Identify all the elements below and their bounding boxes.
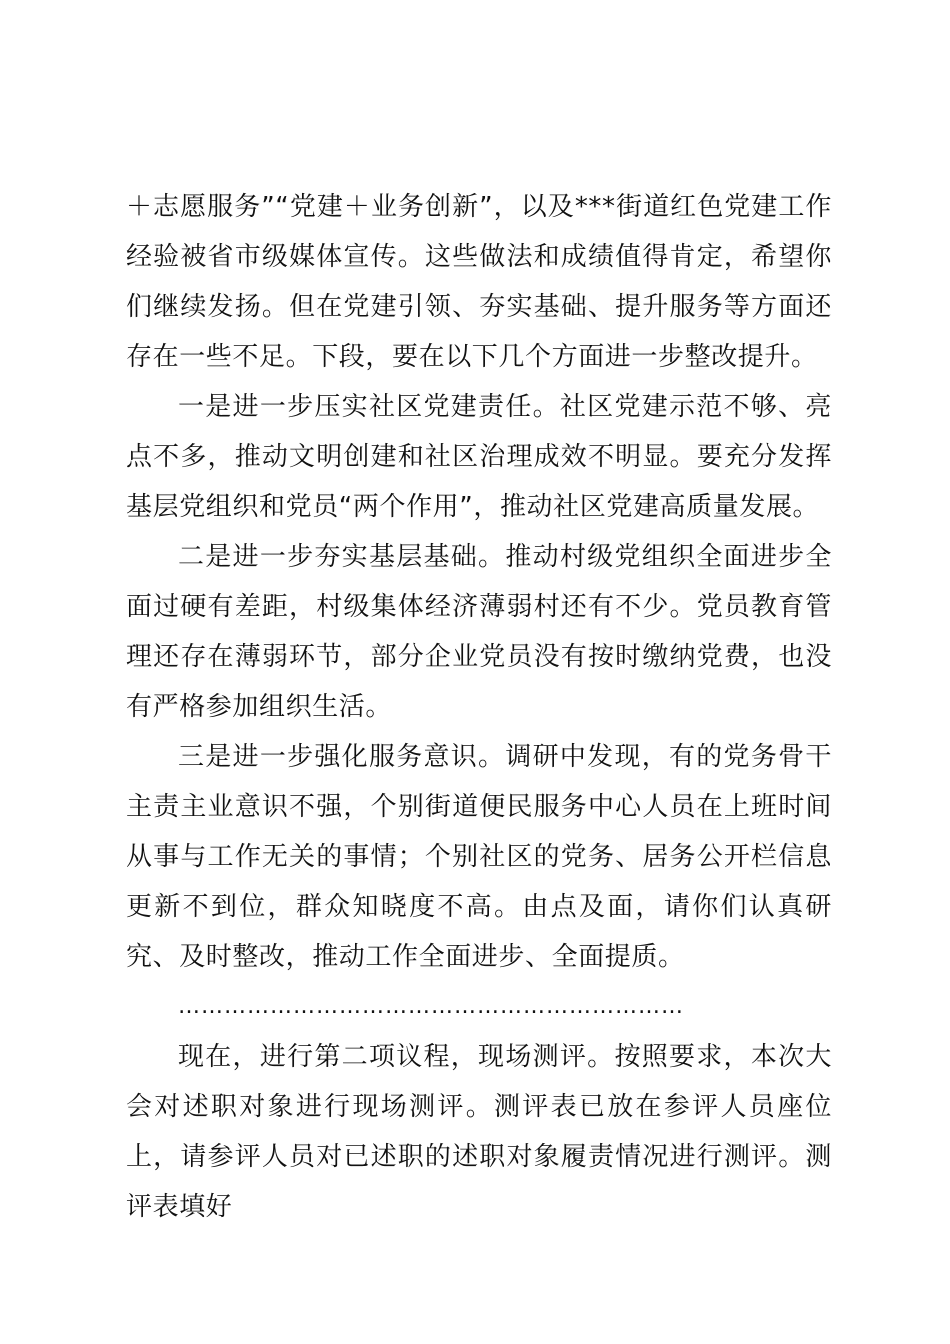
- paragraph-point-three: 三是进一步强化服务意识。调研中发现，有的党务骨干主责主业意识不强，个别街道便民服务中心人员在上班时间从事与工作无关的事情；个别社区的党务、居务公开栏信息更新不到位，群众知晓度不高。由点及面，请你们认真研究、及时整改，推动工作全面进步、全面提质。: [126, 742, 832, 972]
- paragraph-point-two: 二是进一步夯实基层基础。推动村级党组织全面进步全面过硬有差距，村级集体经济薄弱村还有不少。党员教育管理还存在薄弱环节，部分企业党员没有按时缴纳党费，也没有严格参加组织生活。: [126, 542, 832, 722]
- document-body: [126, 182, 832, 1232]
- ellipsis-separator: …………………………………………………………: [178, 994, 684, 1019]
- paragraph-agenda-two: 现在，进行第二项议程，现场测评。按照要求，本次大会对述职对象进行现场测评。测评表已放在参评人员座位上，请参评人员对已述职的述职对象履责情况进行测评。测评表填好: [126, 1042, 832, 1222]
- paragraph-continuation: ＋志愿服务”“党建＋业务创新”，以及***街道红色党建工作经验被省市级媒体宣传。这些做法和成绩值得肯定，希望你们继续发扬。但在党建引领、夯实基础、提升服务等方面还存在一些不足。下段，要在以下几个方面进一步整改提升。: [126, 192, 832, 372]
- paragraph-point-one: 一是进一步压实社区党建责任。社区党建示范不够、亮点不多，推动文明创建和社区治理成效不明显。要充分发挥基层党组织和党员“两个作用”，推动社区党建高质量发展。: [126, 392, 832, 522]
